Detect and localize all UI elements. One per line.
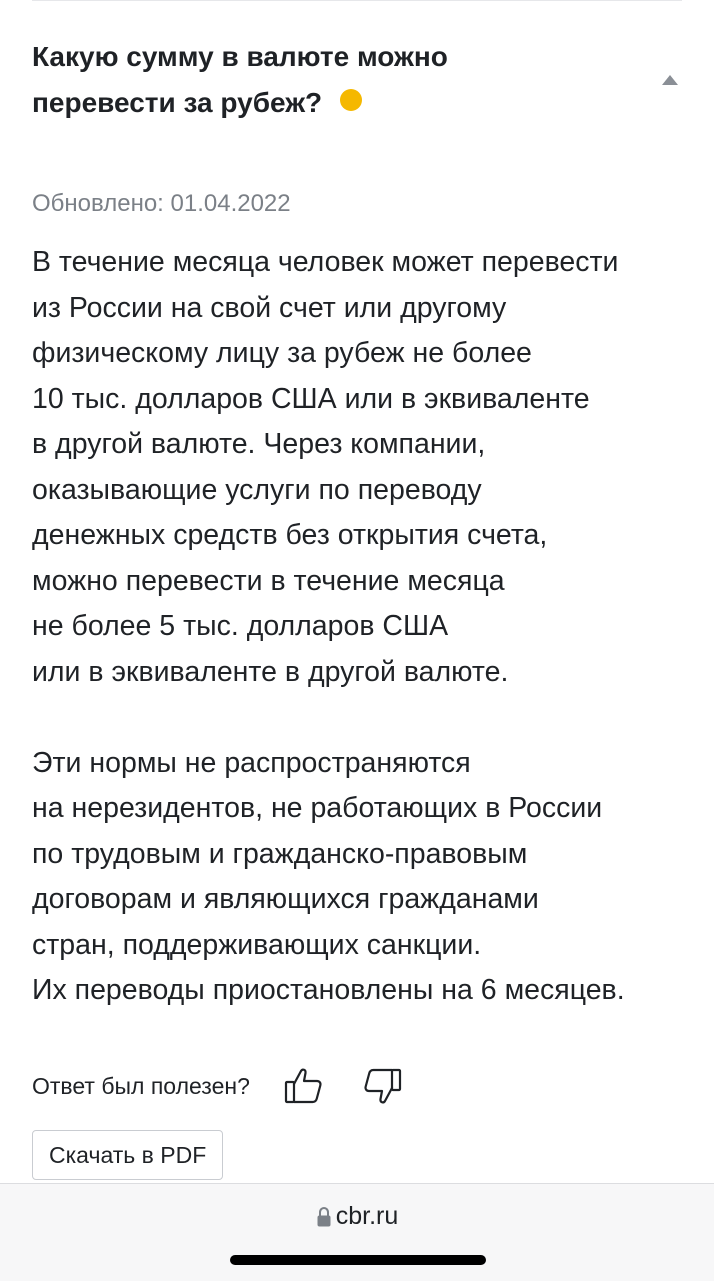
- answer-line: договорам и являющихся гражданами: [32, 883, 539, 915]
- faq-question-header[interactable]: [32, 34, 682, 134]
- url-field[interactable]: [0, 1202, 714, 1231]
- collapse-button[interactable]: [656, 68, 684, 92]
- like-button[interactable]: [280, 1062, 328, 1110]
- status-dot-icon: [340, 89, 362, 111]
- answer-line: по трудовым и гражданско-правовым: [32, 837, 528, 870]
- feedback-label: Ответ был полезен?: [32, 1072, 250, 1099]
- answer-line: в другой валюте. Через компании,: [32, 428, 486, 460]
- browser-address-bar: [0, 1183, 714, 1281]
- faq-answer-text: [32, 240, 702, 1014]
- thumbs-down-icon: [361, 1065, 403, 1107]
- faq-question-title-text: Какую сумму в валюте можно перевести за рубеж?: [32, 41, 448, 118]
- answer-line: 10 тыс. долларов США или в эквиваленте: [32, 382, 590, 415]
- chevron-up-icon: [661, 74, 679, 86]
- faq-question-title: [32, 34, 592, 126]
- answer-line: денежных средств без открытия счета,: [32, 519, 548, 551]
- dislike-button[interactable]: [358, 1062, 406, 1110]
- answer-line: на нерезидентов, не работающих в России: [32, 792, 603, 824]
- download-pdf-button[interactable]: Скачать в PDF: [32, 1130, 223, 1180]
- answer-line: Эти нормы не распространяются: [32, 746, 471, 779]
- url-text: cbr.ru: [335, 1202, 399, 1230]
- answer-line: не более 5 тыс. долларов США: [32, 610, 449, 642]
- answer-line: из России на свой счет или другому: [32, 291, 507, 324]
- thumbs-up-icon: [283, 1065, 325, 1107]
- answer-line: В течение месяца человек может перевести: [32, 246, 619, 278]
- answer-line: или в эквиваленте в другой валюте.: [32, 655, 509, 688]
- paragraph-gap: [32, 695, 702, 741]
- top-divider: [32, 0, 682, 1]
- feedback-section: [32, 1062, 406, 1110]
- answer-line: Их переводы приостановлены на 6 месяцев.: [32, 974, 625, 1006]
- answer-line: оказывающие услуги по переводу: [32, 473, 482, 506]
- lock-icon: [316, 1206, 332, 1228]
- home-indicator: [230, 1255, 486, 1265]
- answer-line: можно перевести в течение месяца: [32, 564, 505, 597]
- answer-line: стран, поддерживающих санкции.: [32, 928, 482, 961]
- answer-line: физическому лицу за рубеж не более: [32, 337, 532, 369]
- updated-date: Обновлено: 01.04.2022: [32, 190, 291, 217]
